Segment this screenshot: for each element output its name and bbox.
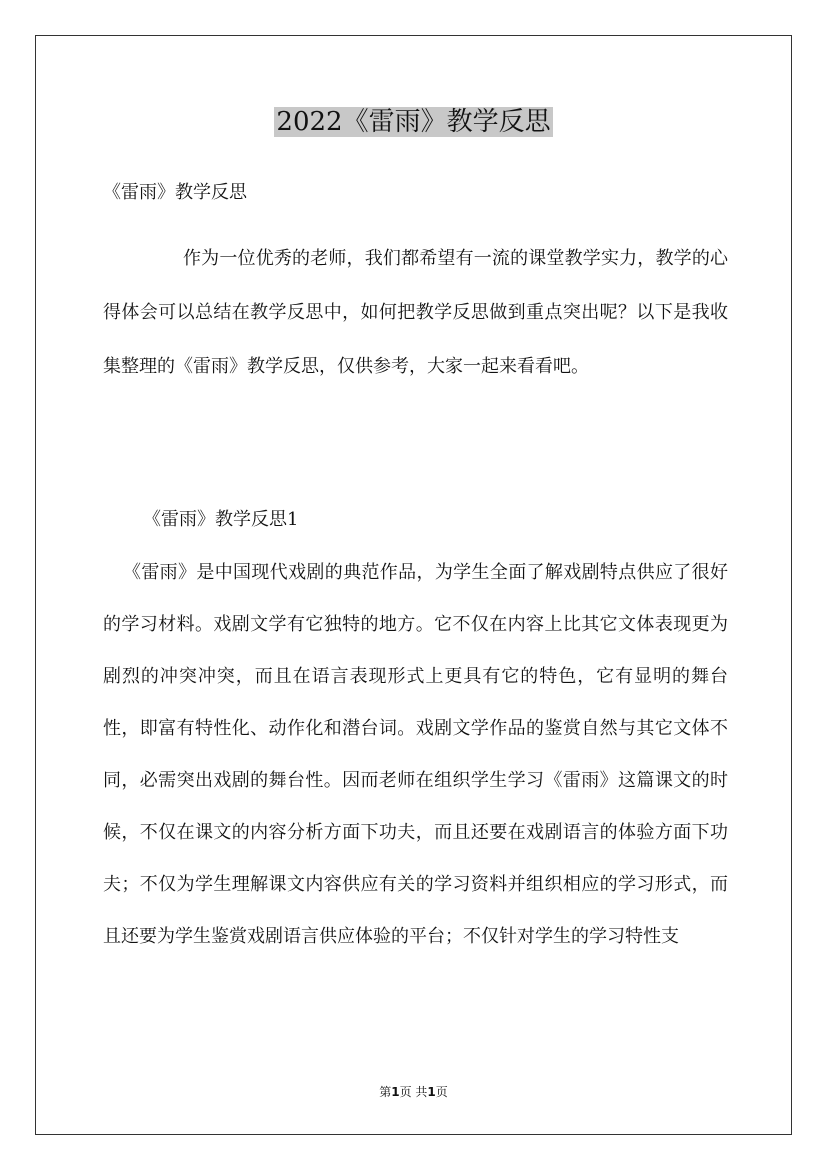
footer-page-suffix: 页 — [435, 1085, 448, 1099]
footer-page-current: 1 — [391, 1085, 400, 1099]
footer-page-prefix: 第 — [379, 1085, 392, 1099]
section-body-paragraph: 《雷雨》是中国现代戏剧的典范作品，为学生全面了解戏剧特点供应了很好的学习材料。戏剧文学有它独特的地方。它不仅在内容上比其它文体表现更为剧烈的冲突冲突，而且在语言表现形式上更具有它的特色，它有显明的舞台性，即富有特性化、动作化和潜台词。戏剧文学作品的鉴赏自然与其它文体不同，必需突出戏剧的舞台性。因而老师在组织学生学习《雷雨》这篇课文的时候，不仅在课文的内容分析方面下功夫，而且还要在戏剧语言的体验方面下功夫；不仅为学生理解课文内容供应有关的学习资料并组织相应的学习形式，而且还要为学生鉴赏戏剧语言供应体验的平台；不仅针对学生的学习特性支 — [103, 562, 728, 947]
page-footer — [0, 1083, 827, 1101]
footer-page-mid: 页 共 — [399, 1085, 428, 1099]
intro-paragraph: 作为一位优秀的老师，我们都希望有一流的课堂教学实力，教学的心得体会可以总结在教学反思中，如何把教学反思做到重点突出呢？以下是我收集整理的《雷雨》教学反思，仅供参考，大家一起来看看吧。 — [103, 248, 728, 377]
document-subtitle: 《雷雨》教学反思 — [103, 182, 247, 203]
footer-page-total: 1 — [427, 1085, 436, 1099]
document-title-text: 2022《雷雨》教学反思 — [276, 107, 551, 137]
section-heading: 《雷雨》教学反思1 — [143, 509, 299, 530]
document-title — [0, 103, 827, 141]
